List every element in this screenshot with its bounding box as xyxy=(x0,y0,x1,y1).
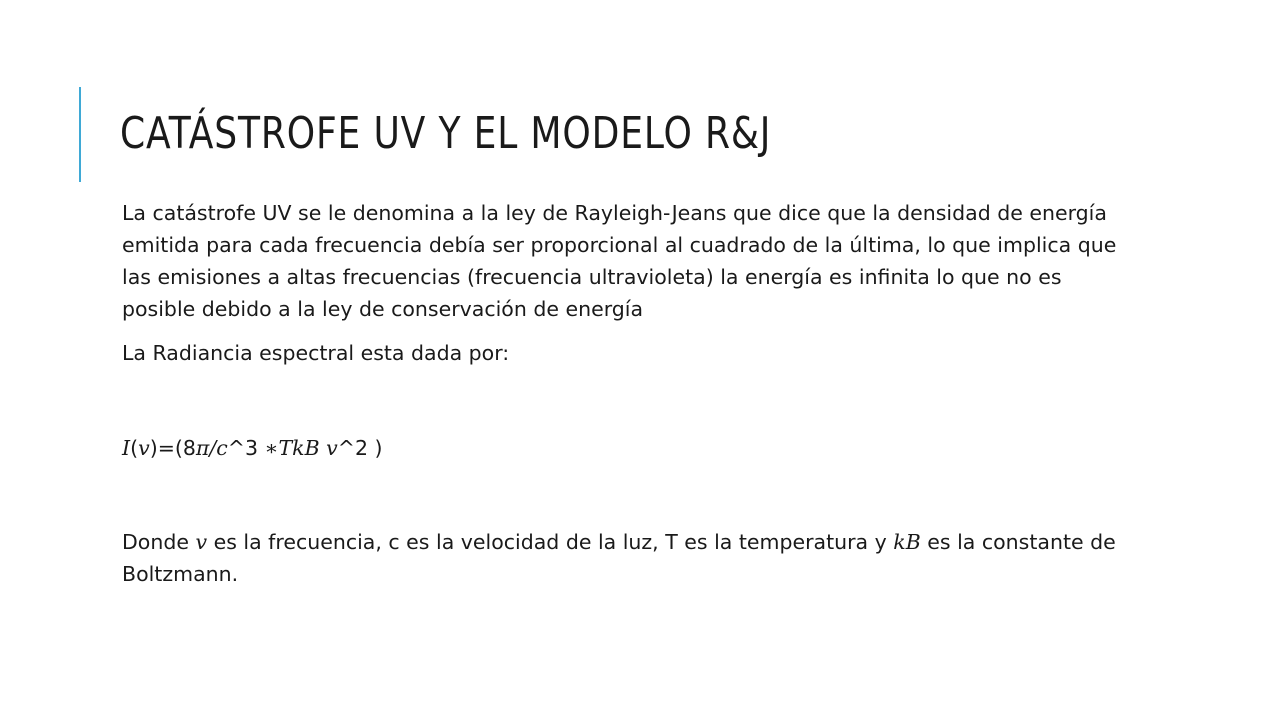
formula-cube: ^3 xyxy=(227,436,265,460)
slide-body xyxy=(122,197,1122,590)
slide-title: CATÁSTROFE UV Y EL MODELO R&J xyxy=(120,108,772,159)
formula-symbol-nu-2: 𝑣 xyxy=(326,436,338,460)
formula-times-TkB: ∗𝑇𝑘𝐵 xyxy=(264,436,327,460)
formula-symbol-nu: 𝑣 xyxy=(138,436,150,460)
paragraph-definitions xyxy=(122,526,1122,590)
formula-rayleigh-jeans xyxy=(122,432,1122,464)
paragraph-spectral-radiance: La Radiancia espectral esta dada por: xyxy=(122,341,510,365)
title-accent-bar xyxy=(79,87,81,182)
formula-open-paren: ( xyxy=(130,436,139,460)
paragraph-rayleigh-jeans: La catástrofe UV se le denomina a la ley de Rayleigh-Jeans que dice que la densidad de energía emitida para cada frecuencia debía ser proporcional al cuadrado de la última, lo que implica que las emisiones a altas frecuencias (frecuencia ultravioleta) la energía es infinita lo que no es posible debido a la ley de conservación de energía xyxy=(122,201,1117,321)
formula-square-close: ^2 ) xyxy=(337,436,383,460)
formula-equals: )=(8 xyxy=(149,436,196,460)
definitions-symbol-kB: 𝑘𝐵 xyxy=(893,530,921,554)
definitions-symbol-nu: 𝑣 xyxy=(195,530,208,554)
formula-symbol-I: 𝐼 xyxy=(122,436,131,460)
definitions-text-2: es la frecuencia, c es la velocidad de la luz, T es la temperatura y xyxy=(207,530,894,554)
definitions-text-1: Donde xyxy=(122,530,196,554)
formula-pi-over-c: 𝜋/𝑐 xyxy=(195,436,228,460)
definitions-text-3: es la constante de Boltzmann. xyxy=(122,530,1116,586)
